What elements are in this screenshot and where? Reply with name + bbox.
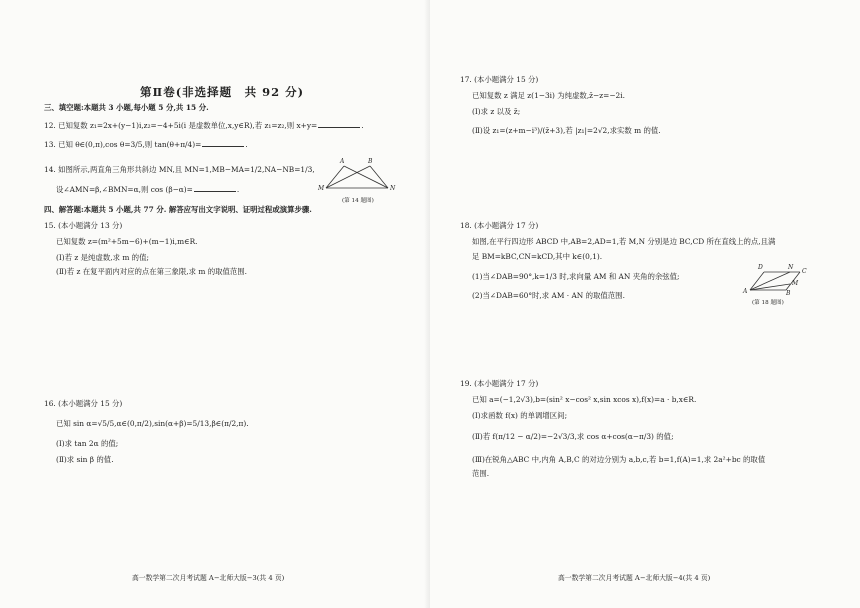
question-12-text: 12. 已知复数 z₁=2x+(y−1)i,z₂=−4+5i(i 是虚数单位,x,y∈R),若 z₁=z₂,则 x+y= [44,121,318,130]
question-19-part-1: (Ⅰ)求函数 f(x) 的单调增区间; [472,411,568,420]
question-16-part-2: (Ⅱ)求 sin β 的值. [56,455,114,464]
figure-18-label-b: B [786,290,791,297]
question-14-line-1: 14. 如图所示,两直角三角形共斜边 MN,且 MN=1,MB−MA=1/2,NA−NB=1/3, [44,165,315,174]
question-14-text: 设∠AMN=β,∠BMN=α,则 cos (β−α)= [56,185,193,194]
question-18-statement: 如图,在平行四边形 ABCD 中,AB=2,AD=1,若 M,N 分别是边 BC,CD 所在直线上的点,且满 [472,237,776,246]
figure-18 [743,264,807,297]
answer-blank-12 [318,121,360,128]
figure-14-caption: (第 14 题图) [342,198,374,204]
figure-14 [318,158,396,192]
question-15-statement: 已知复数 z=(m²+5m−6)+(m−1)i,m∈R. [56,237,198,246]
figure-18-label-m: M [792,280,799,287]
question-16-statement: 已知 sin α=√5/5,α∈(0,π/2),sin(α+β)=5/13,β∈(π/2,π). [56,419,249,428]
figure-18-caption: (第 18 题图) [752,300,784,306]
answer-blank-14 [194,185,236,192]
figure-14-label-m: M [318,185,325,192]
question-19-part-2: (Ⅱ)若 f(π/12 − α/2)=−2√3/3,求 cos α+cos(α−π/3) 的值; [472,432,674,441]
question-19-statement: 已知 a=(−1,2√3),b=(sin² x−cos² x,sin xcos x),f(x)=a · b,x∈R. [472,395,697,404]
section-title: 第Ⅱ卷(非选择题 共 92 分) [140,85,305,99]
figure-18-label-n: N [788,264,794,271]
question-14: 设∠AMN=β,∠BMN=α,则 cos (β−α)= . [56,185,240,194]
question-18-header: 18. (本小题满分 17 分) [460,221,539,230]
figure-14-label-n: N [390,185,396,192]
question-15-part-2: (Ⅱ)若 z 在复平面内对应的点在第三象限,求 m 的取值范围. [56,267,247,276]
figure-18-label-a: A [743,288,748,295]
section-4-heading: 四、解答题:本题共 5 小题,共 77 分. 解答应写出文字说明、证明过程或演算步骤. [44,205,312,214]
question-19-part-3: (Ⅲ)在锐角△ABC 中,内角 A,B,C 的对边分别为 a,b,c,若 b=1,f(A)=1,求 2a²+bc 的取值 [472,455,766,464]
question-13-text: 13. 已知 θ∈(0,π),cos θ=3/5,则 tan(θ+π/4)= [44,140,202,149]
figure-14-diagram [322,160,392,192]
question-15-part-1: (Ⅰ)若 z 是纯虚数,求 m 的值; [56,253,149,262]
right-page [430,0,860,608]
page-footer-left: 高一数学第二次月考试题 A−北师大版−3(共 4 页) [132,574,285,582]
question-17-statement: 已知复数 z 满足 z(1−3i) 为纯虚数,z̄−z=−2i. [472,91,625,100]
question-19-header: 19. (本小题满分 17 分) [460,379,539,388]
question-15-header: 15. (本小题满分 13 分) [44,221,123,230]
figure-18-label-d: D [758,264,763,271]
question-16-header: 16. (本小题满分 15 分) [44,399,123,408]
question-19-part-3-cont: 范围. [472,469,490,478]
question-17-part-1: (Ⅰ)求 z 以及 z̄; [472,107,521,116]
question-17-part-2: (Ⅱ)设 z₁=(z+m−i³)/(z̄+3),若 |z₁|=2√2,求实数 m 的值. [472,126,661,135]
question-12: 12. 已知复数 z₁=2x+(y−1)i,z₂=−4+5i(i 是虚数单位,x,y∈R),若 z₁=z₂,则 x+y= . [44,121,364,130]
question-13: 13. 已知 θ∈(0,π),cos θ=3/5,则 tan(θ+π/4)= . [44,140,248,149]
question-18-part-1: (1)当∠DAB=90°,k=1/3 时,求向量 AM 和 AN 夹角的余弦值; [472,272,680,281]
question-18-condition: 足 BM=kBC,CN=kCD,其中 k∈(0,1). [472,252,603,261]
answer-blank-13 [202,140,244,147]
figure-18-label-c: C [802,268,807,275]
page-footer-right: 高一数学第二次月考试题 A−北师大版−4(共 4 页) [558,574,711,582]
figure-14-label-b: B [368,158,373,165]
question-16-part-1: (Ⅰ)求 tan 2α 的值; [56,439,119,448]
question-17-header: 17. (本小题满分 15 分) [460,75,539,84]
section-3-heading: 三、填空题:本题共 3 小题,每小题 5 分,共 15 分. [44,103,209,112]
figure-14-label-a: A [340,158,345,165]
question-18-part-2: (2)当∠DAB=60°时,求 AM · AN 的取值范围. [472,291,625,300]
